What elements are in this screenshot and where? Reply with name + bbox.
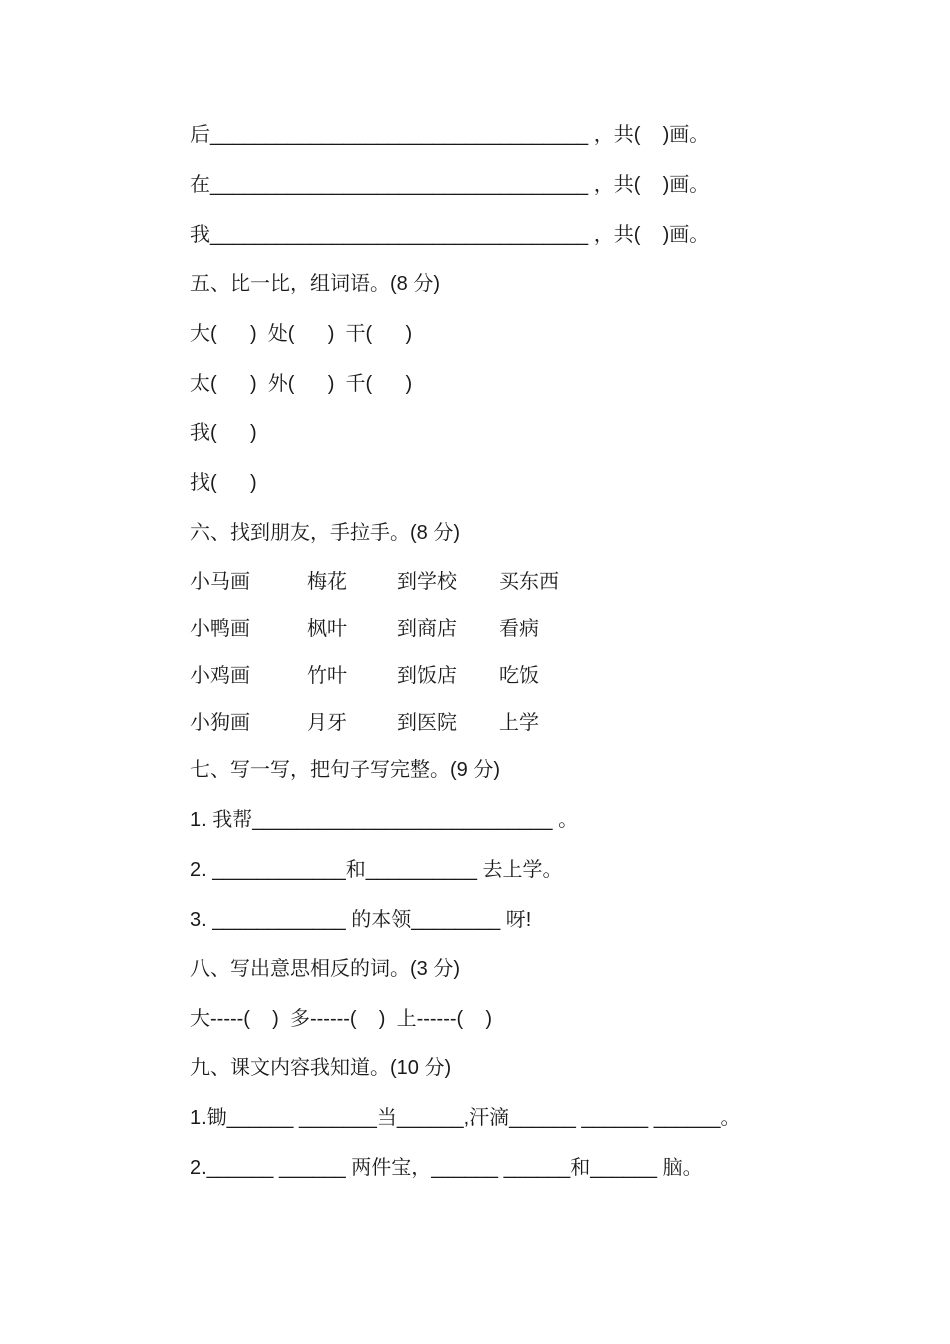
match-cell: 竹叶: [307, 665, 347, 687]
match-row-2: [190, 614, 790, 644]
word-group-row-4: 找( ): [190, 472, 257, 494]
section-7-title: 七、写一写，把句子写完整。(9 分): [190, 759, 500, 781]
match-cell: 吃饭: [499, 665, 539, 687]
match-cell: 上学: [499, 712, 539, 734]
match-cell: 梅花: [307, 571, 347, 593]
sentence-item-3: 3. ____________ 的本领________ 呀!: [190, 909, 532, 931]
match-cell: 小鸡画: [190, 665, 250, 687]
match-cell: 枫叶: [307, 618, 347, 640]
match-row-3: [190, 661, 790, 691]
match-cell: 到商店: [397, 618, 457, 640]
match-row-1: [190, 567, 790, 597]
stroke-count-line-2: 在__________________________________ ，共( )画。: [190, 174, 710, 196]
match-row-4: [190, 708, 790, 738]
stroke-count-line-3: 我__________________________________ ，共( )画。: [190, 224, 710, 246]
text-recall-item-1: 1.锄______ _______当______,汗滴______ ______ ______。: [190, 1107, 741, 1129]
match-cell: 到饭店: [397, 665, 457, 687]
match-cell: 到医院: [397, 712, 457, 734]
text-recall-item-2: 2.______ ______ 两件宝，______ ______和______ 脑。: [190, 1157, 703, 1179]
word-group-row-2: 太( ) 外( ) 千( ): [190, 373, 413, 395]
match-cell: 小鸭画: [190, 618, 250, 640]
match-cell: 小马画: [190, 571, 250, 593]
section-8-title: 八、写出意思相反的词。(3 分): [190, 958, 460, 980]
antonym-line: 大-----( ) 多------( ) 上------( ): [190, 1008, 493, 1030]
section-5-title: 五、比一比，组词语。(8 分): [190, 273, 440, 295]
match-cell: 到学校: [397, 571, 457, 593]
word-group-row-3: 我( ): [190, 422, 257, 444]
word-group-row-1: 大( ) 处( ) 干( ): [190, 323, 413, 345]
match-cell: 买东西: [499, 571, 559, 593]
sentence-item-2: 2. ____________和__________ 去上学。: [190, 859, 563, 881]
section-6-title: 六、找到朋友，手拉手。(8 分): [190, 522, 460, 544]
match-cell: 月牙: [307, 712, 347, 734]
section-9-title: 九、课文内容我知道。(10 分): [190, 1057, 452, 1079]
match-cell: 看病: [499, 618, 539, 640]
stroke-count-line-1: 后__________________________________ ，共( )画。: [190, 124, 710, 146]
sentence-item-1: 1. 我帮___________________________ 。: [190, 809, 579, 831]
match-cell: 小狗画: [190, 712, 250, 734]
